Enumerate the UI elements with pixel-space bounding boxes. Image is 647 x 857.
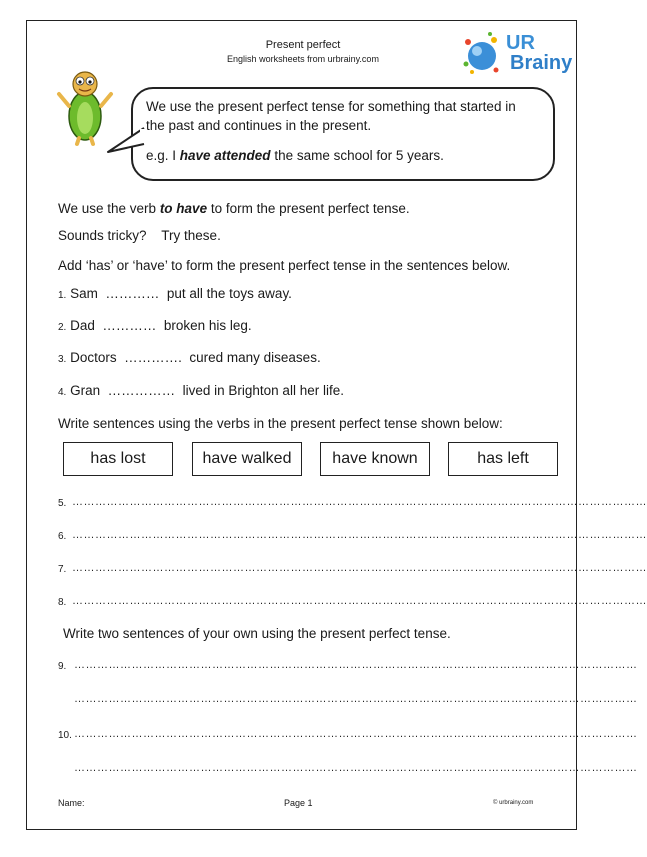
footer-name-label: Name: [58,798,85,808]
instruction-1: Add ‘has’ or ‘have’ to form the present perfect tense in the sentences below. [58,258,511,273]
answer-line-9a[interactable]: ………………………………………………………………………………………………………………………………… [74,659,638,671]
answer-line-10a[interactable]: ………………………………………………………………………………………………………………………………… [74,728,638,740]
instruction-3: Write two sentences of your own using the present perfect tense. [63,626,451,641]
verb-box-have-walked: have walked [192,442,302,476]
question-number: 2. [58,322,67,333]
question-text: Dad ………… broken his leg. [70,318,252,333]
urbrainy-logo [462,30,572,78]
tricky-text: Sounds tricky? Try these. [58,228,221,243]
answer-line-7[interactable]: …………………………………………………………………………………………………………………………………… [72,562,647,574]
question-3 [58,350,321,365]
bubble-line-1: We use the present perfect tense for something that started in [146,99,516,114]
question-text: Sam ………… put all the toys away. [70,286,292,301]
intro-bold-verb: to have [159,201,208,216]
question-number: 1. [58,290,67,301]
question-number: 3. [58,354,67,365]
bubble-line-2: the past and continues in the present. [146,118,372,133]
bubble-example-bold: have attended [179,148,271,163]
speech-bubble-tail [106,126,146,156]
bubble-example-suffix: the same school for 5 years. [270,148,444,163]
worksheet-subtitle: English worksheets from urbrainy.com [227,54,379,64]
line-number-8: 8. [58,597,67,608]
question-1 [58,286,292,301]
answer-line-5[interactable]: …………………………………………………………………………………………………………………………………… [72,496,647,508]
intro-prefix: We use the verb [58,201,160,216]
answer-line-10b[interactable]: ………………………………………………………………………………………………………………………………… [74,762,638,774]
logo-text-ur: UR [506,32,535,54]
bubble-example [146,148,444,163]
question-text: Gran …………… lived in Brighton all her life. [70,383,344,398]
verb-box-has-left: has left [448,442,558,476]
line-number-9: 9. [58,661,67,672]
bubble-example-prefix: e.g. I [146,148,180,163]
line-number-5: 5. [58,498,67,509]
question-number: 4. [58,387,67,398]
question-2 [58,318,252,333]
verb-box-has-lost: has lost [63,442,173,476]
answer-line-6[interactable]: …………………………………………………………………………………………………………………………………… [72,529,647,541]
footer-page-number: Page 1 [284,798,313,808]
footer-copyright: © urbrainy.com [493,800,534,806]
answer-line-8[interactable]: …………………………………………………………………………………………………………………………………… [72,595,647,607]
intro-sentence [58,201,410,216]
line-number-6: 6. [58,531,67,542]
intro-suffix: to form the present perfect tense. [207,201,410,216]
worksheet-title: Present perfect [265,39,341,51]
instruction-2: Write sentences using the verbs in the present perfect tense shown below: [58,416,503,431]
answer-line-9b[interactable]: ………………………………………………………………………………………………………………………………… [74,693,638,705]
question-text: Doctors …………. cured many diseases. [70,350,321,365]
logo-text-brainy: Brainy [510,52,573,74]
verb-box-have-known: have known [320,442,430,476]
line-number-7: 7. [58,564,67,575]
question-4 [58,383,344,398]
line-number-10: 10. [58,730,72,741]
